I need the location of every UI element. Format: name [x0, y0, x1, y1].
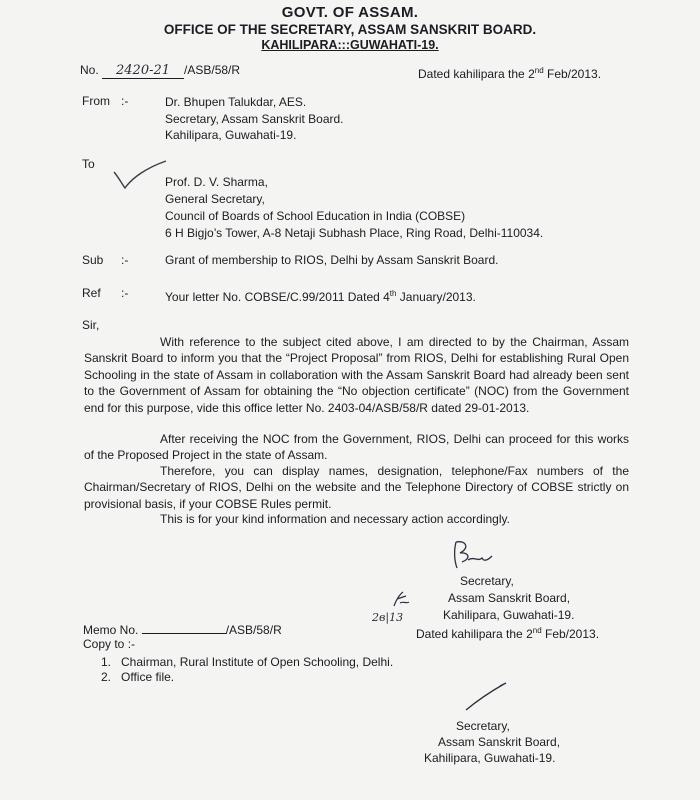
header-govt: GOVT. OF ASSAM. — [281, 4, 419, 21]
number-suffix: /ASB/58/R — [184, 63, 241, 77]
from-line: Dr. Bhupen Talukdar, AES. — [165, 95, 307, 109]
paragraph-3: Therefore, you can display names, designation, telephone/Fax numbers of the Chairman/Secretary of RIOS, Delhi on the website and the Telephone Directory of COBSE strictly on provisional basis, if your COBSE Rules permit. — [84, 464, 629, 511]
copy-item: 2. Office file. — [101, 670, 175, 684]
from-block — [165, 94, 344, 144]
subject-label: Sub — [82, 253, 104, 267]
date-end: Feb/2013. — [543, 67, 602, 81]
from-label: From — [82, 94, 110, 108]
signature-line: Secretary, — [460, 574, 514, 588]
memo-date-text: Dated kahilipara the 2 — [416, 627, 533, 641]
reference-colon: :- — [121, 286, 129, 300]
checkmark-icon — [110, 158, 170, 192]
reference-text — [165, 286, 476, 305]
date-text: Dated kahilipara the 2 — [418, 67, 535, 81]
paragraph-2: After receiving the NOC from the Government, RIOS, Delhi can proceed for this works of the Proposed Project in the state of Assam. — [84, 432, 629, 463]
salutation: Sir, — [82, 318, 100, 332]
signature-line: Kahilipara, Guwahati-19. — [443, 608, 575, 622]
subject-text: Grant of membership to RIOS, Delhi by Assam Sanskrit Board. — [165, 253, 499, 267]
paragraph-4: This is for your kind information and necessary action accordingly. — [160, 512, 510, 526]
signature-block-1 — [443, 573, 575, 624]
reference-label: Ref — [82, 286, 101, 300]
signature-line: Assam Sanskrit Board, — [438, 735, 561, 749]
copy-item: 1. Chairman, Rural Institute of Open Schooling, Delhi. — [101, 655, 394, 669]
from-colon: :- — [121, 94, 129, 108]
memo-number — [83, 622, 282, 638]
reference-sup: th — [389, 289, 397, 298]
paragraph-1: With reference to the subject cited above, I am directed to by the Chairman, Assam Sanskrit Board to inform you that the “Project Proposal” from RIOS, Delhi for establishing Rural Open Schooling in the state of Assam in collaboration with the Assam Sanskrit Board had already been sent to the Government of Assam for obtaining the “No objection certificate” (NOC) from the Government end for this purpose, vide this office letter No. 2403-04/ASB/58/R dated 29-01-2013. — [84, 335, 629, 415]
handwritten-number: 2420-21 — [102, 63, 184, 79]
signature-line: Secretary, — [456, 719, 510, 733]
header-address: KAHILIPARA:::GUWAHATI-19. — [261, 38, 439, 52]
memo-label: Memo No. — [83, 623, 139, 637]
number-label: No. — [80, 63, 99, 77]
signature-stroke-icon — [460, 680, 510, 714]
handwritten-date: 2в|13 — [372, 611, 404, 624]
signature-block-2 — [424, 718, 561, 766]
letter-date — [418, 63, 601, 82]
to-block — [165, 174, 543, 242]
to-line: Prof. D. V. Sharma, — [165, 175, 268, 189]
date-sup: nd — [534, 66, 544, 75]
initial-mark-icon — [388, 590, 412, 610]
to-line: 6 H Bigjo’s Tower, A-8 Netaji Subhash Place, Ring Road, Delhi-110034. — [165, 226, 544, 240]
to-line: Council of Boards of School Education in India (COBSE) — [165, 209, 466, 223]
reference-end: January/2013. — [396, 290, 476, 304]
subject-colon: :- — [121, 253, 129, 267]
signature-line: Kahilipara, Guwahati-19. — [424, 751, 556, 765]
header-office: OFFICE OF THE SECRETARY, ASSAM SANSKRIT BOARD. — [163, 22, 537, 37]
signature-icon — [448, 538, 498, 574]
memo-date-end: Feb/2013. — [541, 627, 600, 641]
letter-number — [80, 63, 240, 79]
memo-blank — [142, 622, 226, 634]
reference-body: Your letter No. COBSE/C.99/2011 Dated 4 — [165, 290, 390, 304]
memo-date — [416, 623, 599, 642]
from-line: Secretary, Assam Sanskrit Board. — [165, 111, 344, 126]
memo-date-sup: nd — [532, 626, 542, 635]
copy-to-label: Copy to :- — [83, 637, 136, 651]
to-label: To — [82, 157, 95, 171]
from-line: Kahilipara, Guwahati-19. — [165, 128, 297, 142]
memo-suffix: /ASB/58/R — [225, 623, 282, 637]
signature-line: Assam Sanskrit Board, — [448, 591, 571, 605]
to-line: General Secretary, — [165, 192, 265, 206]
